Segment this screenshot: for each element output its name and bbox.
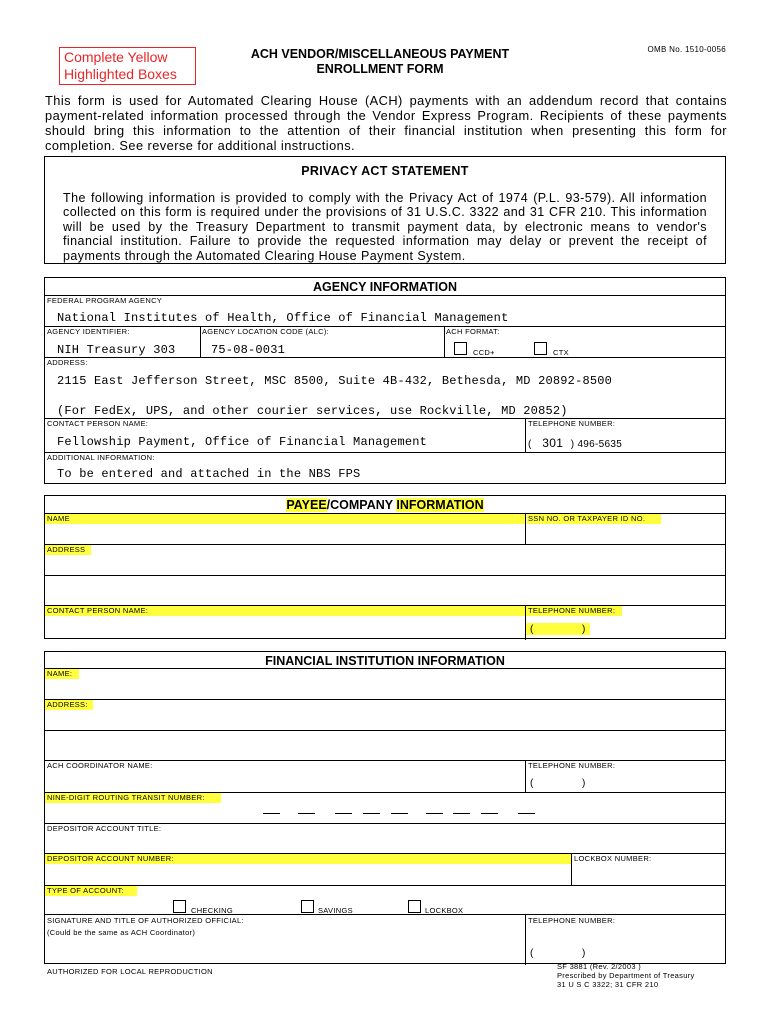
financial-section <box>44 651 726 964</box>
payee-paren-open: ( <box>530 624 534 635</box>
signature-note: (Could be the same as ACH Coordinator) <box>47 928 196 937</box>
area-code: 301 <box>542 436 564 450</box>
financial-heading: FINANCIAL INSTITUTION INFORMATION <box>265 654 505 668</box>
signature-telephone-label: TELEPHONE NUMBER: <box>528 916 616 925</box>
agency-phone-field[interactable]: ( 301 ) 496-5635 <box>528 436 623 450</box>
agency-section <box>44 277 726 484</box>
payee-telephone-label: TELEPHONE NUMBER: <box>528 606 616 615</box>
fi-name-label: NAME: <box>47 669 73 678</box>
alc-label: AGENCY LOCATION CODE (ALC): <box>202 327 330 336</box>
ssn-label: SSN NO. OR TAXPAYER ID NO. <box>528 514 646 523</box>
lockbox-checkbox[interactable] <box>408 900 421 913</box>
signature-label: SIGNATURE AND TITLE OF AUTHORIZED OFFICIAL: <box>47 916 244 925</box>
ctx-label: CTX <box>553 348 569 357</box>
payee-heading-part3: INFORMATION <box>396 498 484 512</box>
privacy-text: The following information is provided to comply with the Privacy Act of 1974 (P.L. 93-579). All information collected on this form is required under the provisions of 31 U.S.C. 3322 and 31 CFR 210. This information will be used by the Treasury Department to transmit payment data, by electronic means to vendor's financial institution. Failure to provide the requested information may delay or prevent the receipt of payments through the Automated Clearing House Payment System. <box>63 191 707 263</box>
savings-label: SAVINGS <box>318 906 353 915</box>
agency-telephone-label: TELEPHONE NUMBER: <box>528 419 616 428</box>
payee-address-label: ADDRESS <box>47 545 86 554</box>
payee-name-field[interactable] <box>45 513 525 524</box>
fi-address-label: ADDRESS: <box>47 700 88 709</box>
payee-paren-close: ) <box>582 624 586 635</box>
account-type-label: TYPE OF ACCOUNT: <box>47 886 124 895</box>
reproduction-note: AUTHORIZED FOR LOCAL REPRODUCTION <box>47 967 213 976</box>
form-id: SF 3881 (Rev. 2/2003 ) <box>557 962 642 971</box>
payee-section <box>44 495 726 639</box>
payee-phone-field[interactable] <box>526 623 590 635</box>
form-title-line2: ENROLLMENT FORM <box>316 62 444 76</box>
routing-digit-3[interactable] <box>335 813 352 814</box>
instruction-note: Complete Yellow Highlighted Boxes <box>59 47 196 85</box>
agency-address-line2[interactable]: (For FedEx, UPS, and other courier services, use Rockville, MD 20852) <box>57 404 568 418</box>
lockbox-label: LOCKBOX <box>425 906 464 915</box>
additional-info-label: ADDITIONAL INFORMATION: <box>47 453 155 462</box>
routing-digit-8[interactable] <box>481 813 498 814</box>
coordinator-telephone-label: TELEPHONE NUMBER: <box>528 761 616 770</box>
citation: 31 U S C 3322; 31 CFR 210 <box>557 980 659 989</box>
checking-label: CHECKING <box>191 906 233 915</box>
agency-identifier-label: AGENCY IDENTIFIER: <box>47 327 130 336</box>
alc-field[interactable]: 75-08-0031 <box>211 343 286 357</box>
omb-number: OMB No. 1510-0056 <box>647 45 726 54</box>
routing-digit-5[interactable] <box>391 813 408 814</box>
signature-paren-close: ) <box>582 948 586 959</box>
routing-digit-9[interactable] <box>518 813 535 814</box>
routing-digit-4[interactable] <box>363 813 380 814</box>
payee-heading-part2: /COMPANY <box>326 498 397 512</box>
routing-label: NINE-DIGIT ROUTING TRANSIT NUMBER: <box>47 793 205 802</box>
ccd-label: CCD+ <box>473 348 495 357</box>
payee-contact-label: CONTACT PERSON NAME: <box>47 606 149 615</box>
signature-paren-open: ( <box>530 948 534 959</box>
agency-contact-field[interactable]: Fellowship Payment, Office of Financial Management <box>57 435 428 449</box>
routing-digit-7[interactable] <box>453 813 470 814</box>
agency-heading: AGENCY INFORMATION <box>313 280 457 294</box>
payee-heading-part1: PAYEE <box>286 498 327 512</box>
prescribed-by: Prescribed by Department of Treasury <box>557 971 695 980</box>
ach-format-label: ACH FORMAT: <box>446 327 500 336</box>
form-title <box>200 47 560 77</box>
federal-program-agency-field[interactable]: National Institutes of Health, Office of Financial Management <box>57 311 509 325</box>
payee-name-label: NAME <box>47 514 70 523</box>
payee-heading <box>45 498 725 512</box>
savings-checkbox[interactable] <box>301 900 314 913</box>
privacy-section <box>44 156 726 264</box>
phone-number: 496-5635 <box>577 439 623 450</box>
ach-coordinator-label: ACH COORDINATOR NAME: <box>47 761 153 770</box>
federal-program-agency-label: FEDERAL PROGRAM AGENCY <box>47 296 163 305</box>
ccd-checkbox[interactable] <box>454 342 467 355</box>
routing-digit-2[interactable] <box>298 813 315 814</box>
routing-digit-6[interactable] <box>426 813 443 814</box>
agency-identifier-field[interactable]: NIH Treasury 303 <box>57 343 176 357</box>
ctx-checkbox[interactable] <box>534 342 547 355</box>
agency-address-label: ADDRESS: <box>47 358 88 367</box>
privacy-heading: PRIVACY ACT STATEMENT <box>301 164 469 178</box>
coordinator-paren-open: ( <box>530 778 534 789</box>
agency-address-line1[interactable]: 2115 East Jefferson Street, MSC 8500, Suite 4B-432, Bethesda, MD 20892-8500 <box>57 374 613 388</box>
agency-contact-label: CONTACT PERSON NAME: <box>47 419 149 428</box>
lockbox-number-label: LOCKBOX NUMBER: <box>574 854 652 863</box>
account-title-label: DEPOSITOR ACCOUNT TITLE: <box>47 824 162 833</box>
account-number-label: DEPOSITOR ACCOUNT NUMBER: <box>47 854 174 863</box>
coordinator-paren-close: ) <box>582 778 586 789</box>
intro-text: This form is used for Automated Clearing House (ACH) payments with an addendum record that contains payment-related information processed through the Vendor Express Program. Recipients of these payments should bring this information to the attention of their financial institution when presenting this form for completion. See reverse for additional instructions. <box>45 93 727 153</box>
routing-digit-1[interactable] <box>263 813 280 814</box>
form-title-line1: ACH VENDOR/MISCELLANEOUS PAYMENT <box>250 47 510 61</box>
additional-info-field[interactable]: To be entered and attached in the NBS FPS <box>57 467 361 481</box>
checking-checkbox[interactable] <box>173 900 186 913</box>
